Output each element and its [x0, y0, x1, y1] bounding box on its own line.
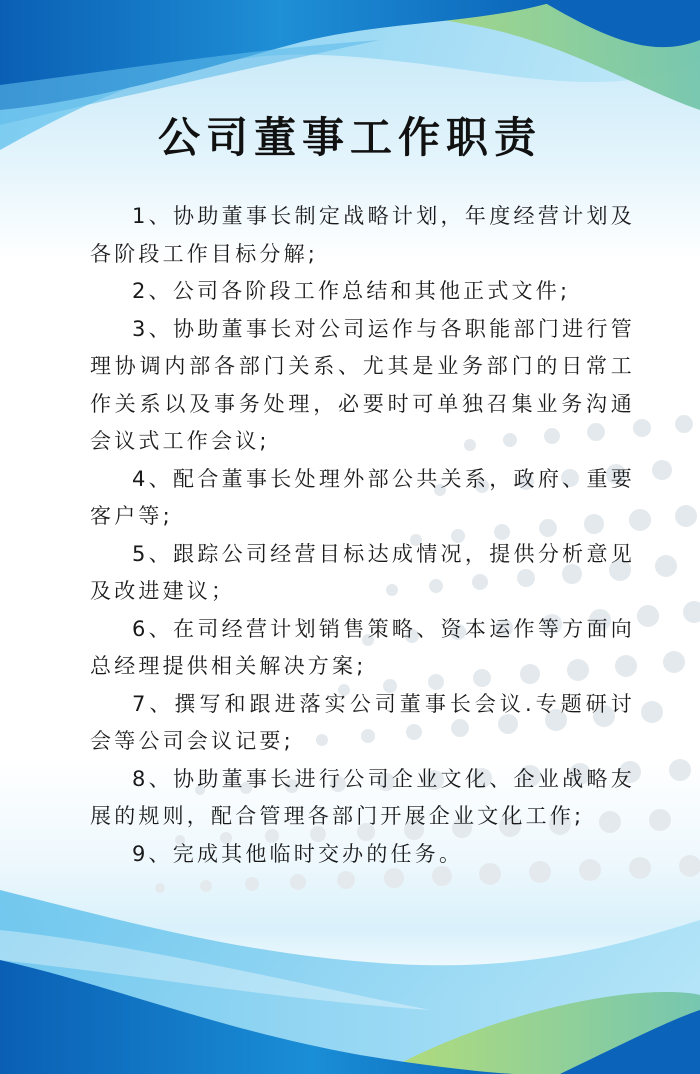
list-item: 7、撰写和跟进落实公司董事长会议.专题研讨会等公司会议记要; [90, 691, 635, 753]
page-title: 公司董事工作职责 [157, 113, 542, 162]
list-item: 3、协助董事长对公司运作与各职能部门进行管理协调内部各部门关系、尤其是业务部门的日常工作关系以及事务处理，必要时可单独召集业务沟通会议式工作会议; [90, 316, 635, 453]
duty-list [90, 198, 635, 873]
list-item: 9、完成其他临时交办的任务。 [132, 841, 464, 866]
list-item: 2、公司各阶段工作总结和其他正式文件; [132, 279, 571, 303]
list-item: 6、在司经营计划销售策略、资本运作等方面向总经理提供相关解决方案; [90, 616, 635, 678]
list-item: 4、配合董事长处理外部公共关系，政府、重要客户等; [90, 466, 635, 528]
list-item: 1、协助董事长制定战略计划，年度经营计划及各阶段工作目标分解; [90, 204, 635, 266]
list-item: 8、协助董事长进行公司企业文化、企业战略友展的规则，配合管理各部门开展企业文化工作; [90, 766, 635, 828]
list-item: 5、跟踪公司经营目标达成情况，提供分析意见及改进建议； [90, 541, 635, 603]
